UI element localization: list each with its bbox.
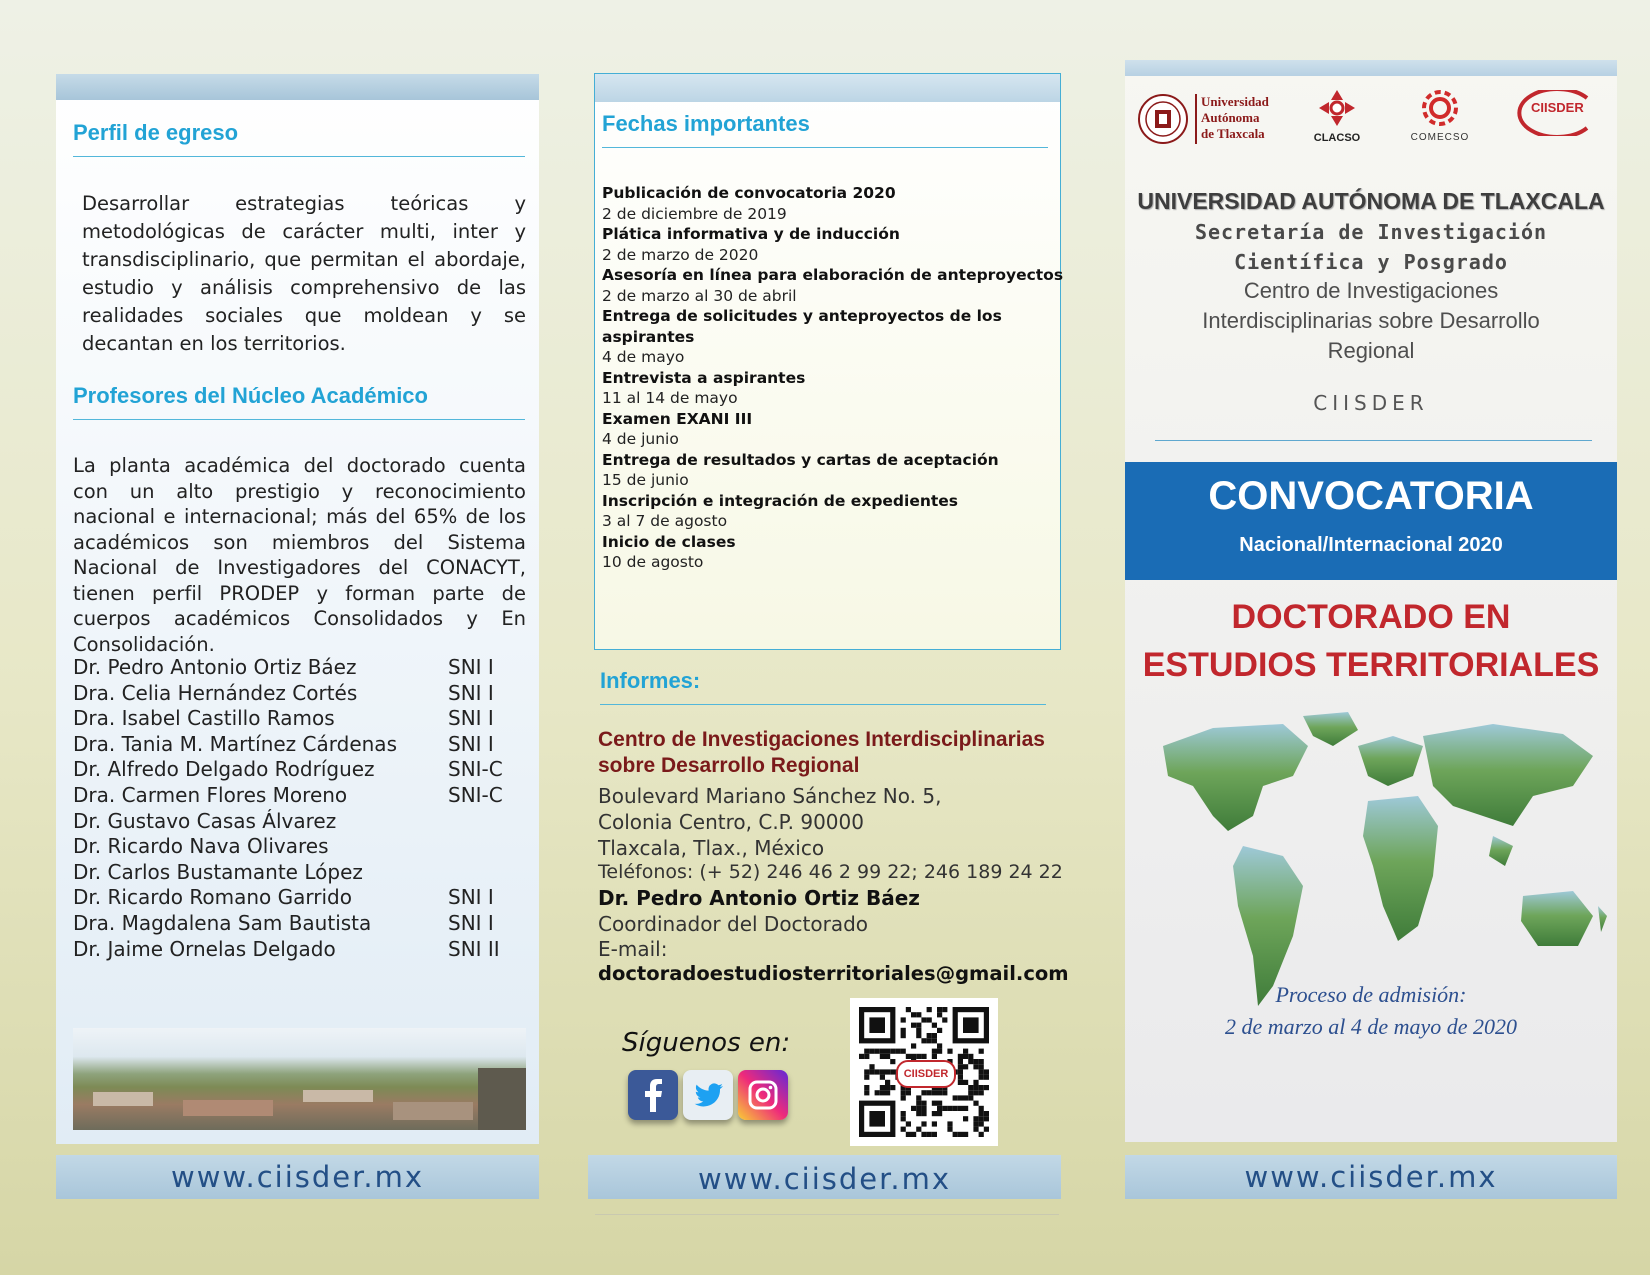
qr-module — [916, 1127, 921, 1132]
qr-module — [958, 1059, 963, 1064]
qr-module — [864, 1090, 869, 1095]
qr-module — [973, 1085, 978, 1090]
event-title: Plática informativa y de inducción — [602, 225, 900, 243]
professor-name: Dr. Carlos Bustamante López — [73, 859, 363, 884]
footer-url[interactable]: www.ciisder.mx — [56, 1155, 539, 1199]
professor-row — [73, 706, 513, 731]
event-date: 2 de marzo de 2020 — [602, 245, 759, 264]
qr-module — [979, 1064, 984, 1069]
professor-name: Dra. Magdalena Sam Bautista — [73, 911, 372, 935]
qr-module — [979, 1116, 984, 1121]
qr-module — [901, 1017, 906, 1022]
professor-sni-level: SNI I — [448, 655, 494, 679]
qr-module — [906, 1121, 911, 1126]
professor-row — [73, 681, 513, 706]
qr-module — [880, 1075, 885, 1080]
professor-sni-level: SNI-C — [448, 783, 503, 807]
qr-module — [958, 1064, 963, 1069]
qr-module — [869, 1049, 874, 1054]
instagram-icon[interactable] — [738, 1070, 788, 1120]
program-line2: ESTUDIOS TERRITORIALES — [1142, 646, 1600, 684]
qr-module — [973, 1080, 978, 1085]
profesores-title: Profesores del Núcleo Académico — [73, 383, 428, 408]
event-date: 15 de junio — [602, 471, 689, 489]
city-photo — [73, 1028, 526, 1130]
panel-portada — [1125, 60, 1617, 1142]
event-title: Inscripción e integración de expedientes — [602, 491, 959, 510]
qr-module — [864, 1085, 869, 1090]
qr-module — [953, 1132, 958, 1137]
event-date: 2 de diciembre de 2019 — [602, 204, 787, 223]
qr-module — [885, 1080, 890, 1085]
ciisder-logo — [1517, 90, 1601, 146]
qr-module — [890, 1069, 895, 1074]
uat-seal-icon — [1135, 92, 1191, 146]
professor-name: Dra. Isabel Castillo Ramos — [73, 706, 335, 731]
qr-module — [916, 1012, 921, 1017]
qr-module — [947, 1106, 952, 1111]
professor-sni-level: SNI I — [448, 885, 494, 910]
qr-module — [921, 1132, 926, 1137]
qr-module — [973, 1127, 978, 1132]
qr-module — [927, 1038, 932, 1043]
comecso-label: COMECSO — [1410, 132, 1470, 143]
uat-logo — [1135, 92, 1283, 146]
qr-module — [937, 1101, 942, 1106]
qr-module — [947, 1127, 952, 1132]
qr-module — [968, 1054, 973, 1059]
qr-module — [916, 1054, 921, 1059]
qr-module — [875, 1049, 880, 1054]
qr-module — [937, 1007, 942, 1012]
professor-row — [73, 834, 513, 859]
perfil-text: Desarrollar estrategias teóricas y metodológicas de carácter multi, inter y transdisciplinario, que permitan el abordaje, estudio y análisis comprehensivo de las realidades sociales que moldean y se decantan en los territorios. — [82, 192, 526, 355]
qr-module — [880, 1090, 885, 1095]
event-title: Entrevista a aspirantes — [602, 368, 806, 387]
qr-module — [864, 1049, 869, 1054]
qr-module — [984, 1116, 989, 1121]
qr-module — [932, 1054, 937, 1059]
email-link[interactable]: doctoradoestudiosterritoriales@gmail.com — [598, 962, 1069, 985]
qr-module — [885, 1069, 890, 1074]
qr-module — [927, 1007, 932, 1012]
qr-module — [921, 1111, 926, 1116]
event-title: Publicación de convocatoria 2020 — [602, 184, 896, 202]
divider — [600, 704, 1046, 705]
qr-module — [916, 1028, 921, 1033]
qr-module — [942, 1106, 947, 1111]
divider — [1155, 440, 1592, 441]
qr-module — [963, 1054, 968, 1059]
org-name-line2: sobre Desarrollo Regional — [598, 754, 860, 777]
comecso-logo — [1405, 88, 1475, 150]
qr-module — [942, 1090, 947, 1095]
qr-module — [979, 1121, 984, 1126]
qr-module — [979, 1069, 984, 1074]
professor-sni-level: SNI II — [448, 936, 500, 961]
panel-fechas — [594, 73, 1064, 650]
qr-finder — [869, 1111, 885, 1127]
coordinator-role: Coordinador del Doctorado — [598, 912, 869, 936]
qr-module — [927, 1017, 932, 1022]
event-title: Asesoría en línea para elaboración de anteproyectos — [602, 266, 1064, 284]
qr-module — [932, 1111, 937, 1116]
qr-module — [885, 1054, 890, 1059]
qr-module — [890, 1049, 895, 1054]
program-line1: DOCTORADO EN — [1231, 598, 1511, 636]
qr-module — [942, 1017, 947, 1022]
qr-module — [984, 1127, 989, 1132]
professor-row — [73, 732, 513, 757]
qr-module — [958, 1080, 963, 1085]
professor-name: Dra. Celia Hernández Cortés — [73, 680, 358, 705]
qr-module — [864, 1054, 869, 1059]
qr-module — [921, 1121, 926, 1126]
qr-module — [921, 1106, 926, 1111]
qr-module — [958, 1054, 963, 1059]
qr-module — [968, 1059, 973, 1064]
professor-name: Dra. Carmen Flores Moreno — [73, 783, 348, 807]
panel-perfil — [56, 74, 539, 1144]
profesores-text: La planta académica del doctorado cuenta con un alto prestigio y reconocimiento nacional e internacional; más del 65% de los académicos son miembros del Sistema Nacional de Investigadores del CONACYT, tienen perfil PRODEP y forman parte de cuerpos académicos Consolidados y En Consolidación. — [73, 454, 526, 656]
qr-module — [958, 1069, 963, 1074]
event-date: 4 de mayo — [602, 348, 685, 366]
event-date: 3 al 7 de agosto — [602, 512, 728, 530]
qr-module — [963, 1080, 968, 1085]
professor-name: Dra. Tania M. Martínez Cárdenas — [73, 731, 397, 756]
qr-module — [973, 1059, 978, 1064]
admision-label: Proceso de admisión: — [1275, 982, 1467, 1007]
qr-module — [911, 1132, 916, 1137]
qr-module — [979, 1085, 984, 1090]
qr-module — [958, 1132, 963, 1137]
qr-code[interactable] — [850, 998, 998, 1146]
qr-module — [968, 1090, 973, 1095]
qr-module — [963, 1064, 968, 1069]
qr-module — [973, 1121, 978, 1126]
qr-module — [968, 1085, 973, 1090]
centro-line1: Centro de Investigaciones — [1243, 278, 1499, 303]
secretaria-line1: Secretaría de Investigación — [1194, 220, 1548, 244]
professor-row — [73, 937, 513, 962]
qr-module — [911, 1106, 916, 1111]
event-title: Examen EXANI III — [602, 409, 753, 428]
qr-module — [947, 1121, 952, 1126]
qr-module — [911, 1043, 916, 1048]
qr-module — [947, 1049, 952, 1054]
qr-module — [875, 1090, 880, 1095]
qr-module — [921, 1054, 926, 1059]
qr-module — [880, 1054, 885, 1059]
comecso-icon — [1418, 88, 1462, 128]
fechas-title: Fechas importantes — [602, 111, 810, 136]
qr-module — [880, 1049, 885, 1054]
qr-module — [901, 1028, 906, 1033]
qr-module — [906, 1132, 911, 1137]
event-title: Inicio de clases — [602, 532, 736, 551]
qr-module — [979, 1111, 984, 1116]
informes-title: Informes: — [600, 668, 701, 693]
qr-module — [916, 1095, 921, 1100]
org-name-line1: Centro de Investigaciones Interdisciplinarias — [598, 728, 1045, 751]
qr-module — [979, 1132, 984, 1137]
qr-module — [973, 1116, 978, 1121]
professor-row — [73, 860, 513, 885]
qr-module — [979, 1075, 984, 1080]
convocatoria-title: CONVOCATORIA — [1208, 474, 1534, 518]
qr-module — [942, 1007, 947, 1012]
professor-name: Dr. Pedro Antonio Ortiz Báez — [73, 655, 357, 679]
qr-module — [973, 1090, 978, 1095]
professor-row — [73, 911, 513, 936]
qr-module — [958, 1095, 963, 1100]
footer-url[interactable]: www.ciisder.mx — [588, 1155, 1061, 1199]
qr-module — [901, 1049, 906, 1054]
qr-module — [901, 1111, 906, 1116]
panel-top-bar — [595, 74, 1060, 102]
centro-line2: Interdisciplinarias sobre Desarrollo — [1202, 308, 1540, 333]
qr-module — [916, 1111, 921, 1116]
qr-module — [984, 1085, 989, 1090]
qr-module — [864, 1075, 869, 1080]
professor-row — [73, 809, 513, 834]
qr-module — [901, 1095, 906, 1100]
qr-module — [901, 1090, 906, 1095]
siguenos-label: Síguenos en: — [622, 1028, 791, 1058]
professor-row — [73, 885, 513, 910]
professor-sni-level: SNI-C — [448, 757, 503, 782]
qr-module — [953, 1106, 958, 1111]
professor-name: Dr. Ricardo Romano Garrido — [73, 885, 352, 910]
qr-module — [932, 1023, 937, 1028]
qr-module — [885, 1085, 890, 1090]
qr-module — [984, 1075, 989, 1080]
qr-module — [921, 1101, 926, 1106]
uat-logo-line2: Autónoma — [1201, 110, 1260, 125]
qr-module — [901, 1127, 906, 1132]
qr-module — [932, 1090, 937, 1095]
professor-sni-level: SNI I — [448, 911, 494, 935]
world-map-image — [1133, 706, 1613, 1022]
qr-module — [906, 1054, 911, 1059]
qr-module — [953, 1095, 958, 1100]
uat-logo-line3: de Tlaxcala — [1201, 126, 1265, 141]
professor-name: Dr. Alfredo Delgado Rodríguez — [73, 757, 375, 782]
university-name: UNIVERSIDAD AUTÓNOMA DE TLAXCALA — [1137, 188, 1605, 214]
panel-top-bar — [1125, 60, 1617, 76]
qr-module — [937, 1043, 942, 1048]
qr-module — [984, 1111, 989, 1116]
centro-line3: Regional — [1327, 338, 1415, 363]
qr-module — [890, 1085, 895, 1090]
qr-module — [916, 1033, 921, 1038]
qr-module — [885, 1090, 890, 1095]
qr-module — [968, 1095, 973, 1100]
qr-module — [911, 1023, 916, 1028]
qr-module — [880, 1069, 885, 1074]
qr-module — [932, 1101, 937, 1106]
qr-module — [885, 1049, 890, 1054]
acronym: CIISDER — [1313, 391, 1429, 415]
qr-module — [921, 1090, 926, 1095]
address-line1: Boulevard Mariano Sánchez No. 5, — [598, 784, 942, 808]
qr-module — [932, 1121, 937, 1126]
clacso-logo — [1305, 88, 1369, 150]
event-date: 4 de junio — [602, 430, 679, 448]
qr-logo: CIISDER — [896, 1060, 956, 1088]
qr-module — [973, 1064, 978, 1069]
event-date: 10 de agosto — [602, 553, 704, 571]
qr-module — [979, 1059, 984, 1064]
ciisder-logo-label: CIISDER — [1531, 100, 1584, 115]
qr-module — [958, 1075, 963, 1080]
clacso-label: CLACSO — [1313, 132, 1361, 144]
qr-module — [864, 1069, 869, 1074]
qr-module — [921, 1038, 926, 1043]
qr-module — [906, 1007, 911, 1012]
footer-url[interactable]: www.ciisder.mx — [1125, 1155, 1617, 1199]
qr-module — [932, 1049, 937, 1054]
event-title: aspirantes — [602, 327, 695, 346]
facebook-icon[interactable] — [628, 1070, 678, 1120]
admision-dates: 2 de marzo al 4 de mayo de 2020 — [1224, 1014, 1518, 1039]
professor-row — [73, 655, 513, 680]
twitter-icon[interactable] — [683, 1070, 733, 1120]
qr-module — [963, 1132, 968, 1137]
qr-module — [869, 1064, 874, 1069]
secretaria-line2: Científica y Posgrado — [1234, 250, 1508, 274]
qr-module — [937, 1049, 942, 1054]
qr-module — [973, 1101, 978, 1106]
qr-module — [932, 1038, 937, 1043]
qr-module — [958, 1106, 963, 1111]
qr-module — [979, 1106, 984, 1111]
qr-module — [901, 1033, 906, 1038]
qr-module — [869, 1069, 874, 1074]
divider — [73, 419, 525, 420]
qr-module — [979, 1090, 984, 1095]
professor-name: Dr. Gustavo Casas Álvarez — [73, 808, 337, 833]
event-date: 2 de marzo al 30 de abril — [602, 286, 797, 305]
convocatoria-subtitle: Nacional/Internacional 2020 — [1239, 534, 1503, 556]
email-label: E-mail: — [598, 937, 668, 961]
qr-module — [937, 1090, 942, 1095]
professor-name: Dr. Ricardo Nava Olivares — [73, 834, 329, 859]
qr-module — [859, 1054, 864, 1059]
qr-module — [927, 1090, 932, 1095]
qr-module — [963, 1106, 968, 1111]
clacso-icon — [1315, 88, 1359, 128]
qr-module — [875, 1069, 880, 1074]
professor-name: Dr. Jaime Ornelas Delgado — [73, 936, 336, 961]
qr-module — [921, 1017, 926, 1022]
divider — [73, 156, 525, 157]
qr-module — [911, 1012, 916, 1017]
perfil-title: Perfil de egreso — [73, 120, 239, 145]
qr-module — [895, 1049, 900, 1054]
qr-module — [979, 1049, 984, 1054]
qr-module — [937, 1012, 942, 1017]
qr-finder — [869, 1017, 885, 1033]
qr-module — [937, 1106, 942, 1111]
qr-module — [880, 1085, 885, 1090]
address-line3: Tlaxcala, Tlax., México — [598, 836, 825, 860]
convocatoria-banner — [1125, 462, 1617, 580]
event-title: Entrega de solicitudes y anteproyectos de los — [602, 307, 1002, 325]
qr-finder — [963, 1017, 979, 1033]
professor-sni-level: SNI I — [448, 680, 494, 705]
qr-module — [927, 1132, 932, 1137]
qr-module — [963, 1095, 968, 1100]
qr-module — [932, 1033, 937, 1038]
uat-logo-line1: Universidad — [1201, 94, 1269, 109]
address-line2: Colonia Centro, C.P. 90000 — [598, 810, 864, 834]
qr-module — [906, 1090, 911, 1095]
divider — [595, 1214, 1059, 1215]
qr-module — [927, 1033, 932, 1038]
event-date: 11 al 14 de mayo — [602, 389, 738, 407]
professor-sni-level: SNI I — [448, 731, 494, 756]
qr-module — [916, 1023, 921, 1028]
qr-module — [916, 1106, 921, 1111]
qr-module — [963, 1049, 968, 1054]
professor-row — [73, 783, 513, 808]
qr-module — [901, 1116, 906, 1121]
qr-module — [890, 1059, 895, 1064]
qr-module — [937, 1111, 942, 1116]
divider — [602, 147, 1048, 148]
qr-module — [984, 1069, 989, 1074]
phones: Teléfonos: (+ 52) 246 46 2 99 22; 246 189 24 22 — [598, 861, 1063, 883]
qr-module — [932, 1132, 937, 1137]
coordinator-name: Dr. Pedro Antonio Ortiz Báez — [598, 886, 920, 910]
event-title: Entrega de resultados y cartas de aceptación — [602, 450, 999, 469]
panel-top-bar — [56, 74, 539, 100]
qr-module — [963, 1116, 968, 1121]
qr-module — [916, 1101, 921, 1106]
professor-sni-level: SNI I — [448, 706, 494, 731]
qr-module — [911, 1054, 916, 1059]
professor-row — [73, 757, 513, 782]
qr-module — [937, 1028, 942, 1033]
